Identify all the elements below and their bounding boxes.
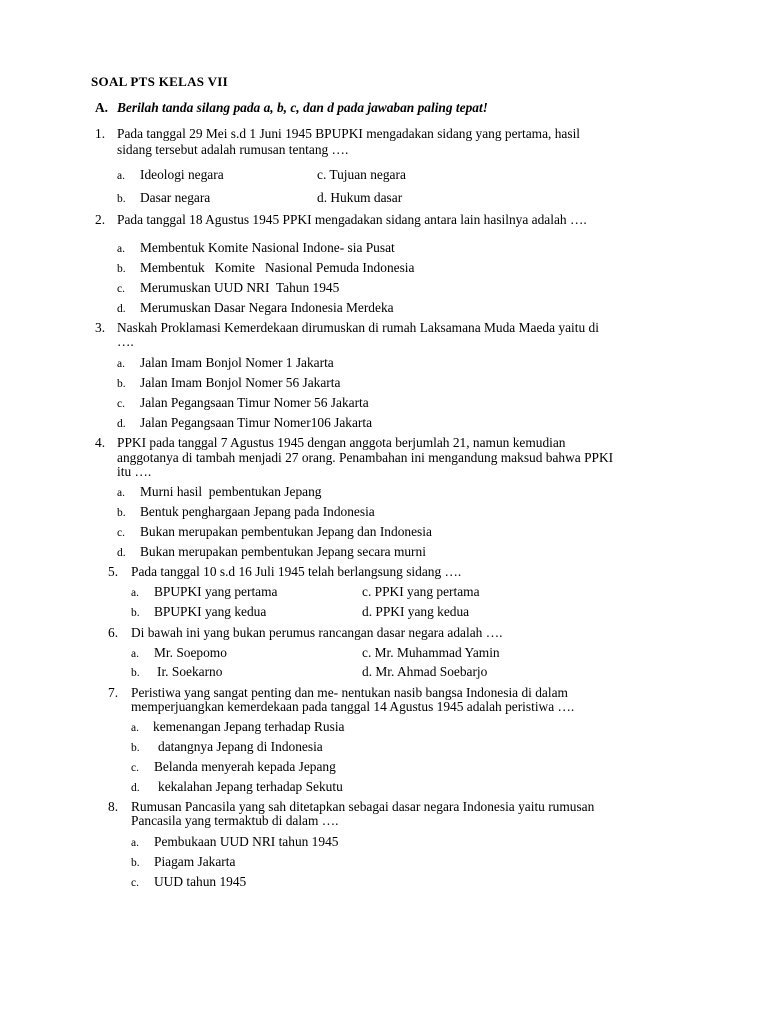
- option-text: Merumuskan Dasar Negara Indonesia Merdeka: [140, 300, 394, 315]
- option-text: BPUPKI yang pertama: [154, 584, 278, 599]
- question-text: Pada tanggal 10 s.d 16 Juli 1945 telah berlangsung sidang ….: [131, 564, 462, 579]
- question-number: 1.: [95, 126, 106, 141]
- option-text: Merumuskan UUD NRI Tahun 1945: [140, 280, 340, 295]
- option-label: a.: [131, 648, 139, 660]
- option-label: a.: [131, 837, 139, 849]
- question-number: 2.: [95, 212, 106, 227]
- question-number: 8.: [108, 799, 119, 814]
- option-label: b.: [117, 378, 126, 390]
- question-text: PPKI pada tanggal 7 Agustus 1945 dengan anggota berjumlah 21, namun kemudian: [117, 435, 566, 450]
- option-text: Pembukaan UUD NRI tahun 1945: [154, 834, 339, 849]
- option-text: Jalan Pegangsaan Timur Nomer 56 Jakarta: [140, 395, 369, 410]
- page-title: SOAL PTS KELAS VII: [91, 74, 229, 89]
- option-text: kemenangan Jepang terhadap Rusia: [153, 719, 345, 734]
- option-label: b.: [131, 857, 140, 869]
- option-label: b.: [131, 667, 140, 679]
- option-text: kekalahan Jepang terhadap Sekutu: [158, 779, 343, 794]
- option-text: d. Hukum dasar: [317, 190, 403, 205]
- question-text: Naskah Proklamasi Kemerdekaan dirumuskan di rumah Laksamana Muda Maeda yaitu di: [117, 320, 599, 335]
- option-text: BPUPKI yang kedua: [154, 604, 267, 619]
- option-text: Membentuk Komite Nasional Indone- sia Pusat: [140, 240, 395, 255]
- option-text: c. PPKI yang pertama: [362, 584, 480, 599]
- question-text: sidang tersebut adalah rumusan tentang ….: [117, 142, 349, 157]
- question-number: 7.: [108, 685, 119, 700]
- option-label: d.: [131, 782, 140, 794]
- option-label: c.: [131, 877, 139, 889]
- option-label: a.: [117, 243, 125, 255]
- option-label: b.: [117, 263, 126, 275]
- option-label: b.: [117, 507, 126, 519]
- option-label: a.: [117, 170, 125, 182]
- option-label: b.: [117, 193, 126, 205]
- option-label: d.: [117, 547, 126, 559]
- option-label: b.: [131, 607, 140, 619]
- option-text: Ir. Soekarno: [157, 664, 223, 679]
- option-label: c.: [117, 283, 125, 295]
- question-text: Rumusan Pancasila yang sah ditetapkan sebagai dasar negara Indonesia yaitu rumusan: [131, 799, 595, 814]
- section-marker: A.: [95, 100, 109, 115]
- option-text: Murni hasil pembentukan Jepang: [140, 484, 322, 499]
- question-number: 6.: [108, 625, 119, 640]
- option-label: d.: [117, 418, 126, 430]
- question-text: Pancasila yang termaktub di dalam ….: [131, 813, 339, 828]
- option-text: Jalan Imam Bonjol Nomer 56 Jakarta: [140, 375, 341, 390]
- question-text: Peristiwa yang sangat penting dan me- nentukan nasib bangsa Indonesia di dalam: [131, 685, 568, 700]
- option-label: a.: [131, 722, 139, 734]
- option-text: Piagam Jakarta: [154, 854, 236, 869]
- question-text: Pada tanggal 18 Agustus 1945 PPKI mengadakan sidang antara lain hasilnya adalah ….: [117, 212, 587, 227]
- option-text: Ideologi negara: [140, 167, 224, 182]
- option-text: Dasar negara: [140, 190, 211, 205]
- question-text: Di bawah ini yang bukan perumus rancangan dasar negara adalah ….: [131, 625, 503, 640]
- option-text: Membentuk Komite Nasional Pemuda Indonesia: [140, 260, 415, 275]
- option-text: datangnya Jepang di Indonesia: [158, 739, 323, 754]
- option-label: c.: [117, 527, 125, 539]
- question-text: memperjuangkan kemerdekaan pada tanggal 14 Agustus 1945 adalah peristiwa ….: [131, 699, 575, 714]
- question-text: itu ….: [117, 464, 152, 479]
- option-text: Bukan merupakan pembentukan Jepang secara murni: [140, 544, 426, 559]
- section-instruction: Berilah tanda silang pada a, b, c, dan d pada jawaban paling tepat!: [117, 100, 488, 115]
- option-text: Jalan Imam Bonjol Nomer 1 Jakarta: [140, 355, 334, 370]
- option-label: a.: [117, 487, 125, 499]
- option-label: c.: [131, 762, 139, 774]
- option-text: Bentuk penghargaan Jepang pada Indonesia: [140, 504, 375, 519]
- question-number: 4.: [95, 435, 106, 450]
- option-text: c. Tujuan negara: [317, 167, 406, 182]
- option-text: Mr. Soepomo: [154, 645, 227, 660]
- option-text: d. Mr. Ahmad Soebarjo: [362, 664, 488, 679]
- option-text: UUD tahun 1945: [154, 874, 247, 889]
- question-number: 5.: [108, 564, 119, 579]
- option-label: c.: [117, 398, 125, 410]
- question-text: ….: [117, 334, 134, 349]
- option-label: a.: [131, 587, 139, 599]
- question-number: 3.: [95, 320, 106, 335]
- option-label: b.: [131, 742, 140, 754]
- option-text: Bukan merupakan pembentukan Jepang dan Indonesia: [140, 524, 432, 539]
- option-text: d. PPKI yang kedua: [362, 604, 470, 619]
- option-text: Jalan Pegangsaan Timur Nomer106 Jakarta: [140, 415, 373, 430]
- option-label: a.: [117, 358, 125, 370]
- option-text: Belanda menyerah kepada Jepang: [154, 759, 336, 774]
- option-text: c. Mr. Muhammad Yamin: [362, 645, 500, 660]
- question-text: Pada tanggal 29 Mei s.d 1 Juni 1945 BPUPKI mengadakan sidang yang pertama, hasil: [117, 126, 581, 141]
- option-label: d.: [117, 303, 126, 315]
- question-text: anggotanya di tambah menjadi 27 orang. Penambahan ini mengandung maksud bahwa PPKI: [117, 450, 614, 465]
